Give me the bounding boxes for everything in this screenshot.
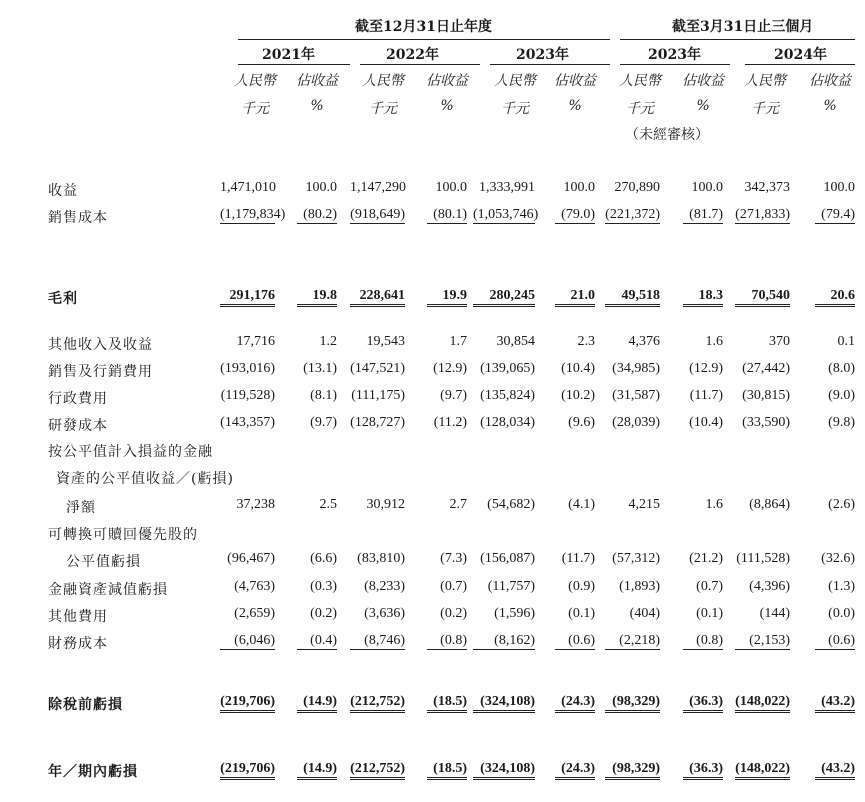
table-cell: (1,179,834): [220, 207, 286, 222]
table-cell: (79.0): [555, 207, 595, 224]
table-cell: (54,682): [487, 497, 535, 512]
table-cell: (1.3): [828, 579, 855, 594]
group-underline-1: [238, 39, 610, 40]
table-cell: (4,396): [749, 579, 790, 594]
table-cell: (27,442): [742, 361, 790, 376]
table-cell: (11.2): [433, 415, 467, 430]
table-cell: (148,022): [735, 761, 790, 780]
table-cell: (80.2): [297, 207, 337, 224]
table-row: [0, 415, 865, 437]
table-cell: (8.1): [310, 388, 337, 403]
table-cell: 2.5: [319, 497, 337, 512]
table-cell: (98,329): [605, 761, 660, 780]
table-cell: (148,022): [735, 694, 790, 713]
table-cell: 100.0: [823, 180, 855, 195]
table-cell: (13.1): [303, 361, 337, 376]
col-unit: 千元: [369, 101, 397, 117]
col-title: 人民幣: [362, 73, 404, 89]
table-cell: (8.0): [828, 361, 855, 376]
group-underline-2: [620, 39, 855, 40]
table-cell: (212,752): [350, 761, 405, 780]
table-cell: (18.5): [427, 694, 467, 713]
table-cell: 1,471,010: [220, 180, 276, 195]
table-cell: (219,706): [220, 761, 275, 780]
table-cell: (32.6): [821, 551, 855, 566]
table-cell: (14.9): [297, 761, 337, 780]
table-cell: 280,245: [473, 288, 535, 307]
row-label: 毛利: [48, 291, 78, 307]
table-cell: (43.2): [815, 694, 855, 713]
table-cell: 228,641: [350, 288, 405, 307]
table-cell: 37,238: [236, 497, 275, 512]
table-cell: (0.2): [440, 606, 467, 621]
table-cell: 19.9: [427, 288, 467, 307]
table-cell: (83,810): [357, 551, 405, 566]
table-cell: (219,706): [220, 694, 275, 713]
row-label: 年／期內虧損: [48, 764, 138, 780]
col-title: 佔收益: [554, 73, 596, 89]
table-cell: (0.7): [696, 579, 723, 594]
table-row: [0, 334, 865, 356]
table-cell: (6.6): [310, 551, 337, 566]
table-row: [0, 606, 865, 628]
table-cell: (0.2): [310, 606, 337, 621]
table-cell: (0.8): [683, 633, 723, 650]
col-title: 人民幣: [619, 73, 661, 89]
row-label: 銷售及行銷費用: [48, 364, 153, 380]
table-cell: (212,752): [350, 694, 405, 713]
row-label: 銷售成本: [48, 210, 108, 226]
table-cell: (11.7): [689, 388, 723, 403]
year-underline-2023-q1: [620, 64, 730, 65]
col-unit: 千元: [751, 101, 779, 117]
table-cell: (1,893): [619, 579, 660, 594]
year-underline-2022: [360, 64, 480, 65]
table-row: [0, 524, 865, 546]
table-cell: (33,590): [742, 415, 790, 430]
row-label: 金融資產減值虧損: [48, 582, 168, 598]
table-cell: 100.0: [305, 180, 337, 195]
table-cell: 1.6: [705, 334, 723, 349]
col-title: 人民幣: [744, 73, 786, 89]
table-cell: (9.0): [828, 388, 855, 403]
year-2022: 2022年: [386, 47, 439, 63]
row-label: 其他收入及收益: [48, 337, 153, 353]
table-cell: 30,912: [366, 497, 405, 512]
table-cell: (12.9): [433, 361, 467, 376]
table-cell: (4.1): [568, 497, 595, 512]
col-unit: %: [310, 98, 324, 114]
year-2021: 2021年: [262, 47, 315, 63]
year-underline-2021: [238, 64, 350, 65]
table-cell: (6,046): [220, 633, 275, 650]
table-cell: (36.3): [683, 694, 723, 713]
table-cell: 370: [769, 334, 790, 349]
col-title: 佔收益: [809, 73, 851, 89]
table-row: [0, 579, 865, 601]
row-label: 其他費用: [48, 609, 108, 625]
table-cell: 1.2: [319, 334, 337, 349]
table-cell: (36.3): [683, 761, 723, 780]
table-cell: (18.5): [427, 761, 467, 780]
table-cell: 70,540: [735, 288, 790, 307]
table-cell: (0.8): [427, 633, 467, 650]
row-label: 除稅前虧損: [48, 697, 123, 713]
table-cell: (28,039): [612, 415, 660, 430]
table-cell: (9.6): [568, 415, 595, 430]
table-cell: 19.8: [297, 288, 337, 307]
table-cell: (0.1): [568, 606, 595, 621]
table-cell: (143,357): [220, 415, 275, 430]
table-row: [0, 180, 865, 202]
table-cell: 100.0: [691, 180, 723, 195]
table-cell: (4,763): [234, 579, 275, 594]
table-cell: 2.7: [449, 497, 467, 512]
table-row: [0, 761, 865, 783]
table-cell: (21.2): [689, 551, 723, 566]
table-cell: (111,528): [736, 551, 790, 566]
col-title: 佔收益: [296, 73, 338, 89]
table-cell: (9.7): [440, 388, 467, 403]
table-cell: (0.9): [568, 579, 595, 594]
table-cell: (2,659): [234, 606, 275, 621]
table-cell: 291,176: [220, 288, 275, 307]
table-cell: (324,108): [473, 694, 535, 713]
table-row: [0, 633, 865, 655]
table-cell: (9.8): [828, 415, 855, 430]
table-cell: (24.3): [555, 761, 595, 780]
table-cell: (128,727): [350, 415, 405, 430]
unaudited-note: （未經審核）: [625, 127, 709, 143]
table-cell: (119,528): [220, 388, 275, 403]
group-title-three-months: 截至3月31日止三個月: [672, 19, 814, 35]
year-2023-q1: 2023年: [648, 47, 701, 63]
table-cell: (34,985): [612, 361, 660, 376]
table-cell: (8,864): [749, 497, 790, 512]
table-cell: (57,312): [612, 551, 660, 566]
table-row: [0, 288, 865, 310]
table-cell: (0.1): [696, 606, 723, 621]
table-cell: (31,587): [612, 388, 660, 403]
table-cell: (0.0): [828, 606, 855, 621]
table-row: [0, 207, 865, 229]
table-cell: (3,636): [364, 606, 405, 621]
table-cell: (144): [759, 606, 790, 621]
year-underline-2024-q1: [745, 64, 855, 65]
col-unit: 千元: [241, 101, 269, 117]
row-label: 收益: [48, 183, 78, 199]
table-row: [0, 551, 865, 573]
table-cell: (147,521): [350, 361, 405, 376]
table-cell: (96,467): [227, 551, 275, 566]
col-unit: 千元: [626, 101, 654, 117]
table-cell: (11.7): [561, 551, 595, 566]
table-cell: (0.6): [555, 633, 595, 650]
table-row: [0, 441, 865, 463]
table-cell: 19,543: [366, 334, 405, 349]
row-label: 研發成本: [48, 418, 108, 434]
row-label: 公平值虧損: [66, 554, 141, 570]
table-cell: (2,153): [735, 633, 790, 650]
table-cell: (30,815): [742, 388, 790, 403]
year-2024-q1: 2024年: [774, 47, 827, 63]
table-cell: (918,649): [350, 207, 405, 222]
table-cell: (9.7): [310, 415, 337, 430]
table-cell: (7.3): [440, 551, 467, 566]
table-cell: 30,854: [496, 334, 535, 349]
table-cell: 1.6: [705, 497, 723, 512]
table-row: [0, 497, 865, 519]
col-unit: %: [696, 98, 710, 114]
row-label: 可轉換可贖回優先股的: [48, 527, 198, 543]
table-cell: 17,716: [236, 334, 275, 349]
table-cell: 1,147,290: [350, 180, 406, 195]
col-unit: %: [440, 98, 454, 114]
table-cell: (193,016): [220, 361, 275, 376]
table-cell: (221,372): [605, 207, 660, 222]
table-cell: 18.3: [683, 288, 723, 307]
year-underline-2023: [490, 64, 610, 65]
table-cell: (0.7): [440, 579, 467, 594]
table-cell: (324,108): [473, 761, 535, 780]
table-row: [0, 468, 865, 490]
table-cell: (8,746): [350, 633, 405, 650]
table-cell: (139,065): [480, 361, 535, 376]
table-cell: (0.4): [297, 633, 337, 650]
table-cell: (135,824): [480, 388, 535, 403]
table-cell: (1,053,746): [473, 207, 539, 222]
table-cell: (128,034): [480, 415, 535, 430]
table-cell: (111,175): [351, 388, 405, 403]
col-title: 佔收益: [426, 73, 468, 89]
table-cell: (2,218): [605, 633, 660, 650]
row-label: 資產的公平值收益／(虧損): [56, 471, 234, 487]
table-cell: (10.4): [561, 361, 595, 376]
table-cell: (98,329): [605, 694, 660, 713]
table-cell: (10.2): [561, 388, 595, 403]
table-cell: (8,162): [473, 633, 535, 650]
row-label: 按公平值計入損益的金融: [48, 444, 213, 460]
table-cell: (0.3): [310, 579, 337, 594]
col-title: 人民幣: [494, 73, 536, 89]
table-cell: (0.6): [815, 633, 855, 650]
table-cell: 100.0: [435, 180, 467, 195]
table-cell: (14.9): [297, 694, 337, 713]
table-cell: (10.4): [689, 415, 723, 430]
table-cell: (8,233): [364, 579, 405, 594]
table-cell: 20.6: [815, 288, 855, 307]
table-cell: 49,518: [605, 288, 660, 307]
table-cell: (24.3): [555, 694, 595, 713]
table-cell: (1,596): [494, 606, 535, 621]
row-label: 行政費用: [48, 391, 108, 407]
table-cell: 4,215: [628, 497, 660, 512]
year-2023: 2023年: [516, 47, 569, 63]
col-title: 人民幣: [234, 73, 276, 89]
table-cell: (404): [629, 606, 660, 621]
table-cell: (81.7): [683, 207, 723, 224]
table-cell: 100.0: [563, 180, 595, 195]
table-cell: 4,376: [628, 334, 660, 349]
table-row: [0, 361, 865, 383]
table-row: [0, 694, 865, 716]
table-cell: 1.7: [449, 334, 467, 349]
table-cell: 21.0: [555, 288, 595, 307]
group-title-year-ended: 截至12月31日止年度: [355, 19, 492, 35]
row-label: 淨額: [66, 500, 96, 516]
table-cell: (12.9): [689, 361, 723, 376]
row-label: 財務成本: [48, 636, 108, 652]
table-cell: (79.4): [815, 207, 855, 224]
table-cell: 270,890: [614, 180, 660, 195]
table-cell: (156,087): [480, 551, 535, 566]
col-unit: 千元: [501, 101, 529, 117]
table-cell: 342,373: [744, 180, 790, 195]
col-unit: %: [568, 98, 582, 114]
table-row: [0, 388, 865, 410]
table-cell: 1,333,991: [479, 180, 535, 195]
col-title: 佔收益: [682, 73, 724, 89]
table-cell: (80.1): [427, 207, 467, 224]
table-cell: (43.2): [815, 761, 855, 780]
col-unit: %: [823, 98, 837, 114]
table-cell: 2.3: [577, 334, 595, 349]
table-cell: (11,757): [487, 579, 535, 594]
table-cell: (2.6): [828, 497, 855, 512]
table-cell: 0.1: [837, 334, 855, 349]
table-cell: (271,833): [735, 207, 790, 222]
